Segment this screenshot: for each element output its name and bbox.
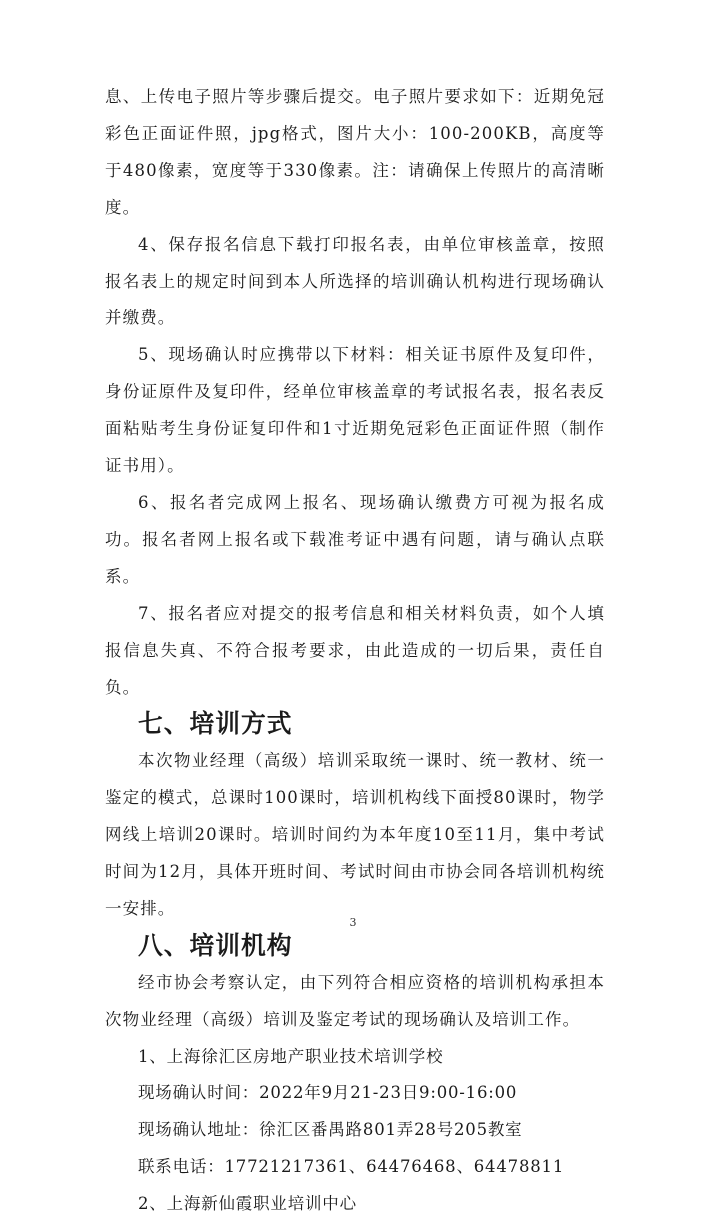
section-heading-training-method: 七、培训方式 — [138, 709, 293, 739]
institution-1-phone: 联系电话：17721217361、64476468、64478811 — [138, 1157, 565, 1177]
paragraph-item-6: 6、报名者完成网上报名、现场确认缴费方可视为报名成功。报名者网上报名或下载准考证中遇有问题，请与确认点联系。 — [105, 492, 605, 586]
paragraph-continued: 息、上传电子照片等步骤后提交。电子照片要求如下：近期免冠彩色正面证件照，jpg格式，图片大小：100-200KB，高度等于480像素，宽度等于330像素。注：请确保上传照片的高清晰度。 — [105, 87, 605, 217]
paragraph-training-method: 本次物业经理（高级）培训采取统一课时、统一教材、统一鉴定的模式，总课时100课时，培训机构线下面授80课时，物学网线上培训20课时。培训时间约为本年度10至11月，集中考试时间为12月，具体开班时间、考试时间由市协会同各培训机构统一安排。 — [105, 751, 605, 918]
paragraph-training-institutions: 经市协会考察认定，由下列符合相应资格的培训机构承担本次物业经理（高级）培训及鉴定考试的现场确认及培训工作。 — [105, 972, 605, 1029]
institution-1-name: 1、上海徐汇区房地产职业技术培训学校 — [138, 1046, 444, 1066]
institution-1-confirm-address: 现场确认地址：徐汇区番禺路801弄28号205教室 — [138, 1120, 523, 1140]
page-content — [105, 79, 605, 1223]
section-heading-training-institutions: 八、培训机构 — [138, 930, 293, 960]
page-number: 3 — [349, 916, 357, 929]
paragraph-item-7: 7、报名者应对提交的报考信息和相关材料负责，如个人填报信息失真、不符合报考要求，由此造成的一切后果，责任自负。 — [105, 603, 605, 697]
institution-1-confirm-time: 现场确认时间：2022年9月21-23日9:00-16:00 — [138, 1083, 518, 1103]
paragraph-item-4: 4、保存报名信息下载打印报名表，由单位审核盖章，按照报名表上的规定时间到本人所选择的培训确认机构进行现场确认并缴费。 — [105, 234, 605, 328]
paragraph-item-5: 5、现场确认时应携带以下材料：相关证书原件及复印件，身份证原件及复印件，经单位审核盖章的考试报名表，报名表反面粘贴考生身份证复印件和1寸近期免冠彩色正面证件照（制作证书用）。 — [105, 345, 605, 476]
institution-2-name: 2、上海新仙霞职业培训中心 — [138, 1194, 357, 1214]
